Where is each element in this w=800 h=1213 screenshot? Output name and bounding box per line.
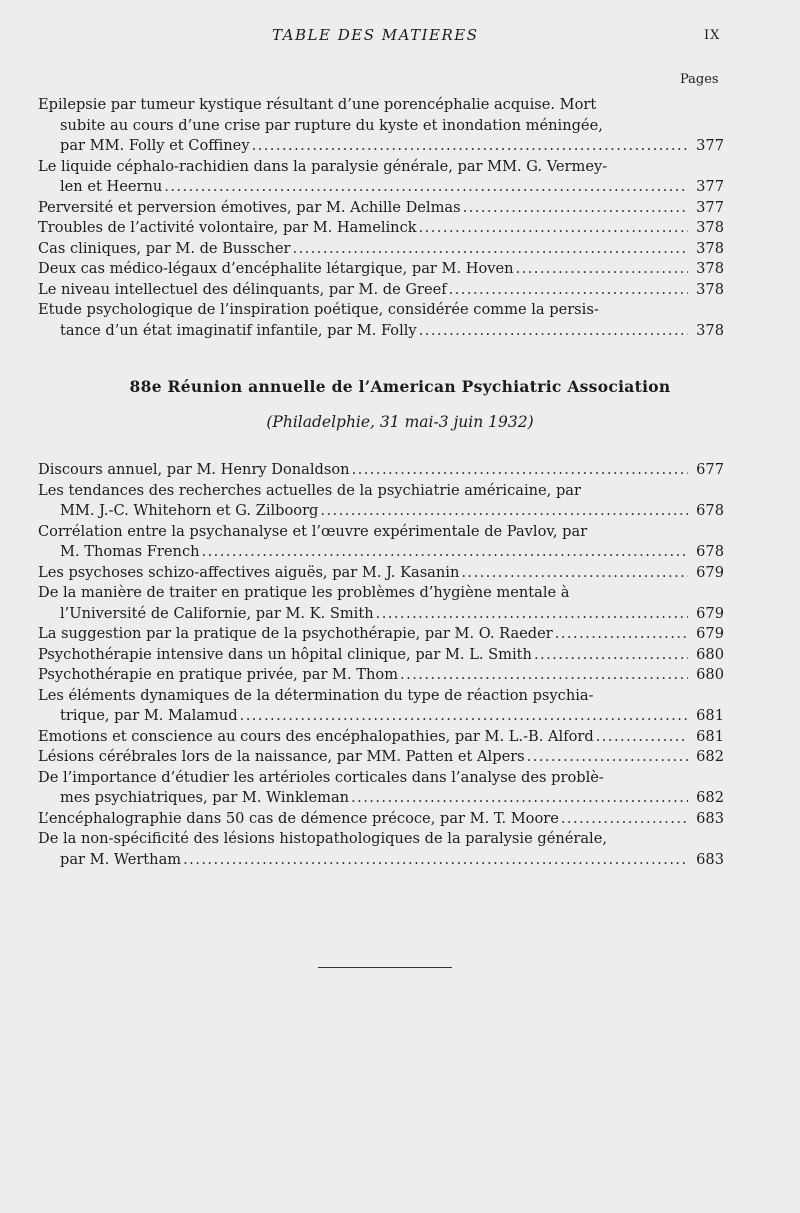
dot-leader bbox=[419, 321, 688, 342]
toc-entry bbox=[38, 583, 724, 624]
toc-entry-text bbox=[38, 645, 690, 666]
toc-entry bbox=[38, 481, 724, 522]
toc-page-number: 681 bbox=[696, 727, 724, 745]
toc-entry-line bbox=[38, 239, 690, 260]
toc-entry-text bbox=[38, 300, 690, 341]
dot-leader bbox=[240, 706, 688, 727]
toc-entry-text bbox=[38, 747, 690, 768]
toc-entry-text bbox=[38, 259, 690, 280]
toc-entry bbox=[38, 259, 724, 280]
toc-entry-line bbox=[38, 218, 690, 239]
toc-entry-line bbox=[38, 280, 690, 301]
toc-entry bbox=[38, 645, 724, 666]
running-title: TABLE DES MATIERES bbox=[272, 26, 479, 44]
toc-page-number: 678 bbox=[696, 543, 724, 560]
toc-entry-line bbox=[38, 136, 690, 157]
toc-entry bbox=[38, 198, 724, 219]
toc-entry bbox=[38, 95, 724, 157]
toc-entry-text bbox=[38, 829, 690, 870]
dot-leader bbox=[164, 177, 688, 198]
toc-page-number: 683 bbox=[696, 850, 724, 868]
toc-entry-line: Etude psychologique de l’inspiration poétique, considérée comme la persis- bbox=[38, 301, 599, 318]
toc-entry-line-text: tance d’un état imaginatif infantile, par M. Folly bbox=[60, 321, 417, 339]
toc-entry-line: De la non-spécificité des lésions histopathologiques de la paralysie générale, bbox=[38, 830, 607, 847]
toc-page-number: 677 bbox=[696, 461, 724, 478]
toc-entry bbox=[38, 280, 724, 301]
dot-leader bbox=[516, 259, 688, 280]
toc-entry-text bbox=[38, 460, 690, 481]
toc-entry bbox=[38, 157, 724, 198]
toc-entry-line-text: Le niveau intellectuel des délinquants, par M. de Greef bbox=[38, 280, 447, 298]
toc-page-number: 680 bbox=[696, 666, 724, 683]
toc-entry-line bbox=[38, 177, 690, 198]
toc-entry-line-text: Les psychoses schizo-affectives aiguës, par M. J. Kasanin bbox=[38, 563, 460, 581]
toc-entry-line-text: Troubles de l’activité volontaire, par M. Hamelinck bbox=[38, 219, 417, 236]
toc-entry-text bbox=[38, 522, 690, 563]
section-subheading: (Philadelphie, 31 mai-3 juin 1932) bbox=[266, 413, 534, 431]
toc-entry-text bbox=[38, 481, 690, 522]
toc-page-number: 378 bbox=[696, 219, 724, 236]
toc-entry bbox=[38, 747, 724, 768]
toc-page-number: 679 bbox=[696, 604, 724, 622]
toc-entry bbox=[38, 460, 724, 481]
running-head bbox=[0, 26, 800, 48]
toc-entry bbox=[38, 768, 724, 809]
toc-page-number: 681 bbox=[696, 707, 724, 724]
toc-entry-line-text: Psychothérapie intensive dans un hôpital clinique, par M. L. Smith bbox=[38, 645, 532, 663]
toc-page-number: 378 bbox=[696, 239, 724, 257]
toc-entry-line-text: M. Thomas French bbox=[60, 543, 200, 560]
toc-section-belgian bbox=[38, 95, 724, 341]
toc-page-number: 679 bbox=[696, 563, 724, 581]
pages-column-label: Pages bbox=[680, 72, 719, 87]
toc-entry-line bbox=[38, 542, 690, 563]
toc-page-number: 682 bbox=[696, 748, 724, 765]
toc-entry-line-text: Lésions cérébrales lors de la naissance, par MM. Patten et Alpers bbox=[38, 748, 525, 765]
toc-entry-line: Corrélation entre la psychanalyse et l’œuvre expérimentale de Pavlov, par bbox=[38, 522, 588, 540]
toc-entry-line bbox=[38, 788, 690, 809]
toc-entry-text bbox=[38, 198, 690, 219]
toc-entry bbox=[38, 218, 724, 239]
dot-leader bbox=[202, 542, 688, 563]
dot-leader bbox=[320, 501, 688, 522]
toc-entry-line bbox=[38, 198, 690, 219]
toc-page-number: 378 bbox=[696, 260, 724, 277]
dot-leader bbox=[534, 645, 688, 666]
toc-entry-line bbox=[38, 727, 690, 748]
dot-leader bbox=[293, 239, 689, 260]
toc-entry-line-text: Discours annuel, par M. Henry Donaldson bbox=[38, 461, 350, 478]
dot-leader bbox=[527, 747, 688, 768]
toc-entry bbox=[38, 727, 724, 748]
dot-leader bbox=[352, 460, 688, 481]
toc-entry-line-text: La suggestion par la pratique de la psychothérapie, par M. O. Raeder bbox=[38, 625, 553, 642]
toc-entry-text bbox=[38, 768, 690, 809]
toc-entry-line bbox=[38, 747, 690, 768]
toc-entry-line: Le liquide céphalo-rachidien dans la paralysie générale, par MM. G. Vermey- bbox=[38, 157, 608, 175]
toc-entry bbox=[38, 239, 724, 260]
toc-entry-text bbox=[38, 665, 690, 686]
toc-entry bbox=[38, 665, 724, 686]
toc-entry-line: Les éléments dynamiques de la détermination du type de réaction psychia- bbox=[38, 686, 594, 704]
toc-page-number: 378 bbox=[696, 321, 724, 339]
dot-leader bbox=[461, 563, 688, 584]
toc-page-number: 678 bbox=[696, 502, 724, 519]
toc-entry-line: subite au cours d’une crise par rupture du kyste et inondation méningée, bbox=[60, 116, 603, 134]
toc-entry-line-text: Emotions et conscience au cours des encéphalopathies, par M. L.-B. Alford bbox=[38, 727, 594, 745]
toc-entry-line-text: l’Université de Californie, par M. K. Smith bbox=[60, 604, 374, 622]
dot-leader bbox=[463, 198, 688, 219]
toc-entry-line-text: len et Heernu bbox=[60, 178, 163, 195]
toc-entry-line-text: Cas cliniques, par M. de Busscher bbox=[38, 239, 291, 257]
toc-page-number: 378 bbox=[696, 280, 724, 298]
toc-entry-line: De l’importance d’étudier les artérioles corticales dans l’analyse des problè- bbox=[38, 768, 604, 786]
toc-entry-line bbox=[38, 501, 690, 522]
toc-entry-line bbox=[38, 665, 690, 686]
dot-leader bbox=[376, 604, 688, 625]
toc-entry-line-text: L’encéphalographie dans 50 cas de démence précoce, par M. T. Moore bbox=[38, 809, 559, 827]
dot-leader bbox=[252, 136, 688, 157]
dot-leader bbox=[419, 218, 688, 239]
toc-page-number: 680 bbox=[696, 645, 724, 663]
toc-entry-text bbox=[38, 239, 690, 260]
toc-entry-line bbox=[38, 809, 690, 830]
toc-entry-line bbox=[38, 624, 690, 645]
toc-page-number: 679 bbox=[696, 625, 724, 642]
toc-entry-line: Epilepsie par tumeur kystique résultant d’une porencéphalie acquise. Mort bbox=[38, 96, 597, 113]
toc-entry bbox=[38, 809, 724, 830]
toc-entry-text bbox=[38, 583, 690, 624]
toc-entry-line-text: Deux cas médico-légaux d’encéphalite létargique, par M. Hoven bbox=[38, 260, 514, 277]
toc-entry-text bbox=[38, 280, 690, 301]
toc-section-american bbox=[38, 460, 724, 870]
toc-page-number: 377 bbox=[696, 137, 724, 154]
toc-entry-line-text: Perversité et perversion émotives, par M. Achille Delmas bbox=[38, 198, 461, 216]
toc-entry bbox=[38, 829, 724, 870]
toc-entry-text bbox=[38, 563, 690, 584]
toc-entry-line-text: mes psychiatriques, par M. Winkleman bbox=[60, 789, 350, 806]
closing-rule bbox=[318, 967, 452, 968]
dot-leader bbox=[183, 850, 688, 871]
toc-entry-line bbox=[38, 850, 690, 871]
toc-entry bbox=[38, 522, 724, 563]
dot-leader bbox=[555, 624, 688, 645]
toc-entry bbox=[38, 624, 724, 645]
toc-entry-text bbox=[38, 95, 690, 157]
toc-entry-line-text: par MM. Folly et Coffiney bbox=[60, 137, 250, 154]
toc-page-number: 377 bbox=[696, 198, 724, 216]
toc-entry bbox=[38, 686, 724, 727]
toc-entry-text bbox=[38, 218, 690, 239]
toc-entry-text bbox=[38, 686, 690, 727]
toc-entry-text bbox=[38, 809, 690, 830]
toc-entry-line bbox=[38, 259, 690, 280]
toc-entry-line-text: MM. J.-C. Whitehorn et G. Zilboorg bbox=[60, 502, 319, 519]
toc-entry-text bbox=[38, 157, 690, 198]
toc-entry-line bbox=[38, 645, 690, 666]
toc-entry-text bbox=[38, 624, 690, 645]
toc-page-number: 377 bbox=[696, 178, 724, 195]
toc-entry-line-text: Psychothérapie en pratique privée, par M. Thom bbox=[38, 666, 399, 683]
toc-entry-line-text: par M. Wertham bbox=[60, 850, 182, 868]
toc-entry bbox=[38, 300, 724, 341]
section-heading: 88e Réunion annuelle de l’American Psychiatric Association bbox=[129, 377, 671, 396]
toc-entry-line bbox=[38, 563, 690, 584]
dot-leader bbox=[449, 280, 688, 301]
toc-entry-line bbox=[38, 706, 690, 727]
toc-entry-line bbox=[38, 321, 690, 342]
toc-page-number: 682 bbox=[696, 789, 724, 806]
toc-entry-line: De la manière de traiter en pratique les problèmes d’hygiène mentale à bbox=[38, 584, 570, 601]
page-number: IX bbox=[704, 28, 721, 43]
toc-page-number: 683 bbox=[696, 809, 724, 827]
dot-leader bbox=[351, 788, 688, 809]
toc-entry-text bbox=[38, 727, 690, 748]
toc-entry bbox=[38, 563, 724, 584]
dot-leader bbox=[561, 809, 688, 830]
toc-entry-line bbox=[38, 460, 690, 481]
dot-leader bbox=[596, 727, 688, 748]
toc-entry-line bbox=[38, 604, 690, 625]
dot-leader bbox=[400, 665, 688, 686]
toc-entry-line-text: trique, par M. Malamud bbox=[60, 707, 238, 724]
toc-entry-line: Les tendances des recherches actuelles de la psychiatrie américaine, par bbox=[38, 481, 581, 499]
